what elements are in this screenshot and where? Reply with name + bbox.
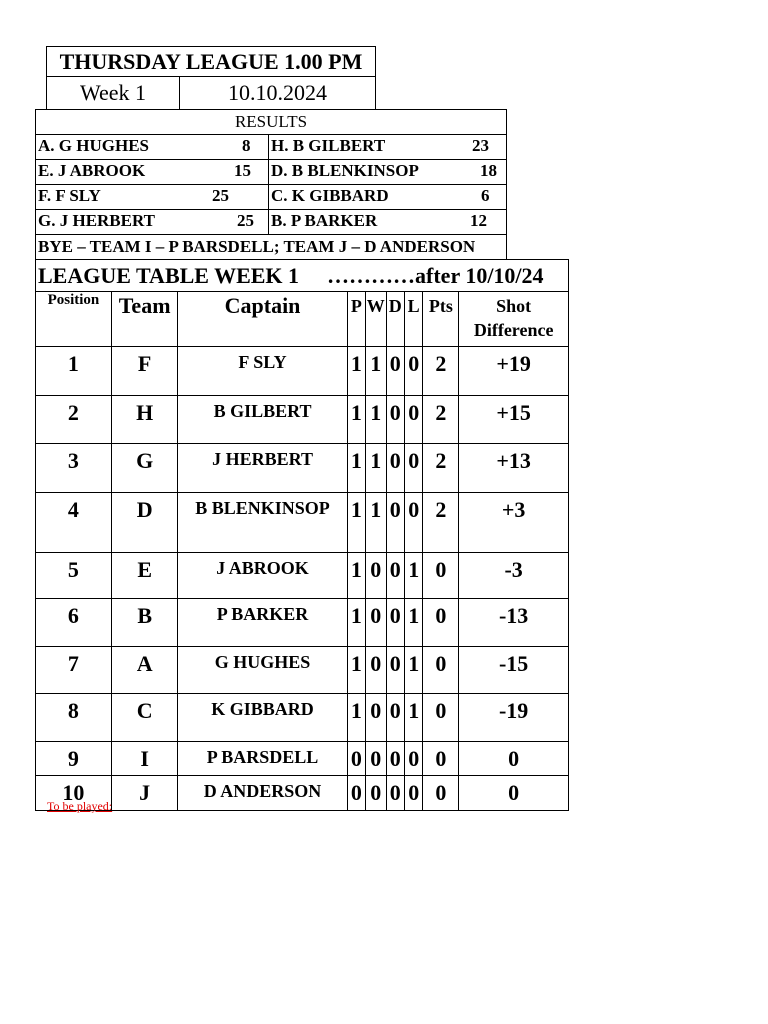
position-cell: 4 <box>36 493 112 553</box>
position-cell: 8 <box>36 694 112 742</box>
shot-difference-cell: -15 <box>459 647 569 694</box>
result-right <box>269 160 507 185</box>
result-left <box>36 210 269 235</box>
drawn-cell: 0 <box>386 742 404 776</box>
played-cell: 1 <box>347 493 365 553</box>
team-score: 15 <box>234 161 251 180</box>
team-cell: A <box>111 647 178 694</box>
result-right <box>269 185 507 210</box>
shot-difference-cell: +13 <box>459 444 569 493</box>
shot-difference-cell: +15 <box>459 396 569 444</box>
won-cell: 0 <box>366 776 387 811</box>
league-row <box>36 444 569 493</box>
captain-cell: P BARKER <box>178 599 347 647</box>
played-cell: 1 <box>347 694 365 742</box>
result-right <box>269 210 507 235</box>
captain-cell: D ANDERSON <box>178 776 347 811</box>
played-cell: 1 <box>347 599 365 647</box>
league-table-after: …………after 10/10/24 <box>327 262 544 288</box>
drawn-cell: 0 <box>386 396 404 444</box>
col-points: Pts <box>423 292 459 347</box>
points-cell: 2 <box>423 444 459 493</box>
played-cell: 1 <box>347 444 365 493</box>
lost-cell: 0 <box>404 347 422 396</box>
col-shot-line1: Shot <box>496 296 532 316</box>
captain-cell: P BARSDELL <box>178 742 347 776</box>
captain-cell: J HERBERT <box>178 444 347 493</box>
lost-cell: 0 <box>404 742 422 776</box>
drawn-cell: 0 <box>386 553 404 599</box>
drawn-cell: 0 <box>386 347 404 396</box>
column-headers <box>36 292 569 347</box>
col-position: Position <box>36 292 112 347</box>
position-cell: 1 <box>36 347 112 396</box>
points-cell: 2 <box>423 347 459 396</box>
league-header <box>46 46 376 110</box>
col-lost: L <box>404 292 422 347</box>
team-cell: E <box>111 553 178 599</box>
played-cell: 1 <box>347 553 365 599</box>
won-cell: 1 <box>366 347 387 396</box>
league-table-heading: LEAGUE TABLE WEEK 1 <box>38 262 300 288</box>
team-score: 8 <box>242 136 251 155</box>
week-label: Week 1 <box>47 77 180 110</box>
captain-cell: B GILBERT <box>178 396 347 444</box>
captain-cell: K GIBBARD <box>178 694 347 742</box>
points-cell: 0 <box>423 694 459 742</box>
won-cell: 0 <box>366 599 387 647</box>
league-row <box>36 553 569 599</box>
col-shot-difference <box>459 292 569 347</box>
captain-cell: J ABROOK <box>178 553 347 599</box>
lost-cell: 1 <box>404 694 422 742</box>
played-cell: 1 <box>347 347 365 396</box>
shot-difference-cell: +3 <box>459 493 569 553</box>
team-name: A. G HUGHES <box>38 136 149 155</box>
played-cell: 0 <box>347 742 365 776</box>
team-name: H. B GILBERT <box>271 136 386 155</box>
team-cell: H <box>111 396 178 444</box>
drawn-cell: 0 <box>386 444 404 493</box>
captain-cell: G HUGHES <box>178 647 347 694</box>
points-cell: 0 <box>423 553 459 599</box>
result-left <box>36 160 269 185</box>
shot-difference-cell: +19 <box>459 347 569 396</box>
team-score: 25 <box>237 211 254 230</box>
league-row <box>36 396 569 444</box>
position-cell: 6 <box>36 599 112 647</box>
result-row <box>36 135 507 160</box>
team-score: 6 <box>481 186 490 205</box>
lost-cell: 1 <box>404 553 422 599</box>
won-cell: 1 <box>366 444 387 493</box>
result-row <box>36 160 507 185</box>
captain-cell: B BLENKINSOP <box>178 493 347 553</box>
played-cell: 1 <box>347 396 365 444</box>
league-row <box>36 647 569 694</box>
col-team: Team <box>111 292 178 347</box>
won-cell: 0 <box>366 694 387 742</box>
to-be-played-note: To be played: <box>47 799 113 813</box>
played-cell: 1 <box>347 647 365 694</box>
team-cell: F <box>111 347 178 396</box>
team-score: 25 <box>212 186 229 205</box>
col-shot-line2: Difference <box>473 320 554 340</box>
league-row <box>36 742 569 776</box>
won-cell: 0 <box>366 553 387 599</box>
league-table <box>35 259 569 811</box>
league-row <box>36 599 569 647</box>
bye-note: BYE – TEAM I – P BARSDELL; TEAM J – D ANDERSON <box>36 235 507 260</box>
points-cell: 0 <box>423 776 459 811</box>
lost-cell: 1 <box>404 599 422 647</box>
result-row <box>36 210 507 235</box>
result-right <box>269 135 507 160</box>
team-cell: J <box>111 776 178 811</box>
col-played: P <box>347 292 365 347</box>
result-left <box>36 185 269 210</box>
position-cell: 2 <box>36 396 112 444</box>
shot-difference-cell: -13 <box>459 599 569 647</box>
won-cell: 0 <box>366 742 387 776</box>
position-cell: 10 <box>36 776 112 811</box>
shot-difference-cell: 0 <box>459 742 569 776</box>
result-row <box>36 185 507 210</box>
col-drawn: D <box>386 292 404 347</box>
team-name: G. J HERBERT <box>38 211 156 230</box>
shot-difference-cell: -19 <box>459 694 569 742</box>
col-captain: Captain <box>178 292 347 347</box>
lost-cell: 1 <box>404 647 422 694</box>
league-row <box>36 347 569 396</box>
position-cell: 9 <box>36 742 112 776</box>
won-cell: 1 <box>366 493 387 553</box>
shot-difference-cell: -3 <box>459 553 569 599</box>
col-won: W <box>366 292 387 347</box>
lost-cell: 0 <box>404 396 422 444</box>
points-cell: 2 <box>423 493 459 553</box>
team-cell: B <box>111 599 178 647</box>
drawn-cell: 0 <box>386 493 404 553</box>
match-date: 10.10.2024 <box>180 77 376 110</box>
team-name: C. K GIBBARD <box>271 186 389 205</box>
result-left <box>36 135 269 160</box>
team-cell: I <box>111 742 178 776</box>
team-name: F. F SLY <box>38 186 101 205</box>
points-cell: 0 <box>423 599 459 647</box>
team-score: 12 <box>470 211 487 230</box>
league-table-title <box>36 260 569 292</box>
captain-cell: F SLY <box>178 347 347 396</box>
played-cell: 0 <box>347 776 365 811</box>
lost-cell: 0 <box>404 444 422 493</box>
position-cell: 7 <box>36 647 112 694</box>
team-name: B. P BARKER <box>271 211 378 230</box>
team-cell: D <box>111 493 178 553</box>
results-heading: RESULTS <box>36 110 507 135</box>
team-name: D. B BLENKINSOP <box>271 161 419 180</box>
drawn-cell: 0 <box>386 647 404 694</box>
league-row <box>36 493 569 553</box>
drawn-cell: 0 <box>386 776 404 811</box>
shot-difference-cell: 0 <box>459 776 569 811</box>
won-cell: 1 <box>366 396 387 444</box>
team-name: E. J ABROOK <box>38 161 146 180</box>
won-cell: 0 <box>366 647 387 694</box>
drawn-cell: 0 <box>386 694 404 742</box>
results-table <box>35 109 507 260</box>
league-title: THURSDAY LEAGUE 1.00 PM <box>47 47 376 77</box>
league-row <box>36 776 569 811</box>
points-cell: 0 <box>423 647 459 694</box>
position-cell: 3 <box>36 444 112 493</box>
league-row <box>36 694 569 742</box>
points-cell: 0 <box>423 742 459 776</box>
team-cell: C <box>111 694 178 742</box>
position-cell: 5 <box>36 553 112 599</box>
drawn-cell: 0 <box>386 599 404 647</box>
team-score: 18 <box>480 161 497 180</box>
team-score: 23 <box>472 136 489 155</box>
lost-cell: 0 <box>404 776 422 811</box>
lost-cell: 0 <box>404 493 422 553</box>
team-cell: G <box>111 444 178 493</box>
points-cell: 2 <box>423 396 459 444</box>
